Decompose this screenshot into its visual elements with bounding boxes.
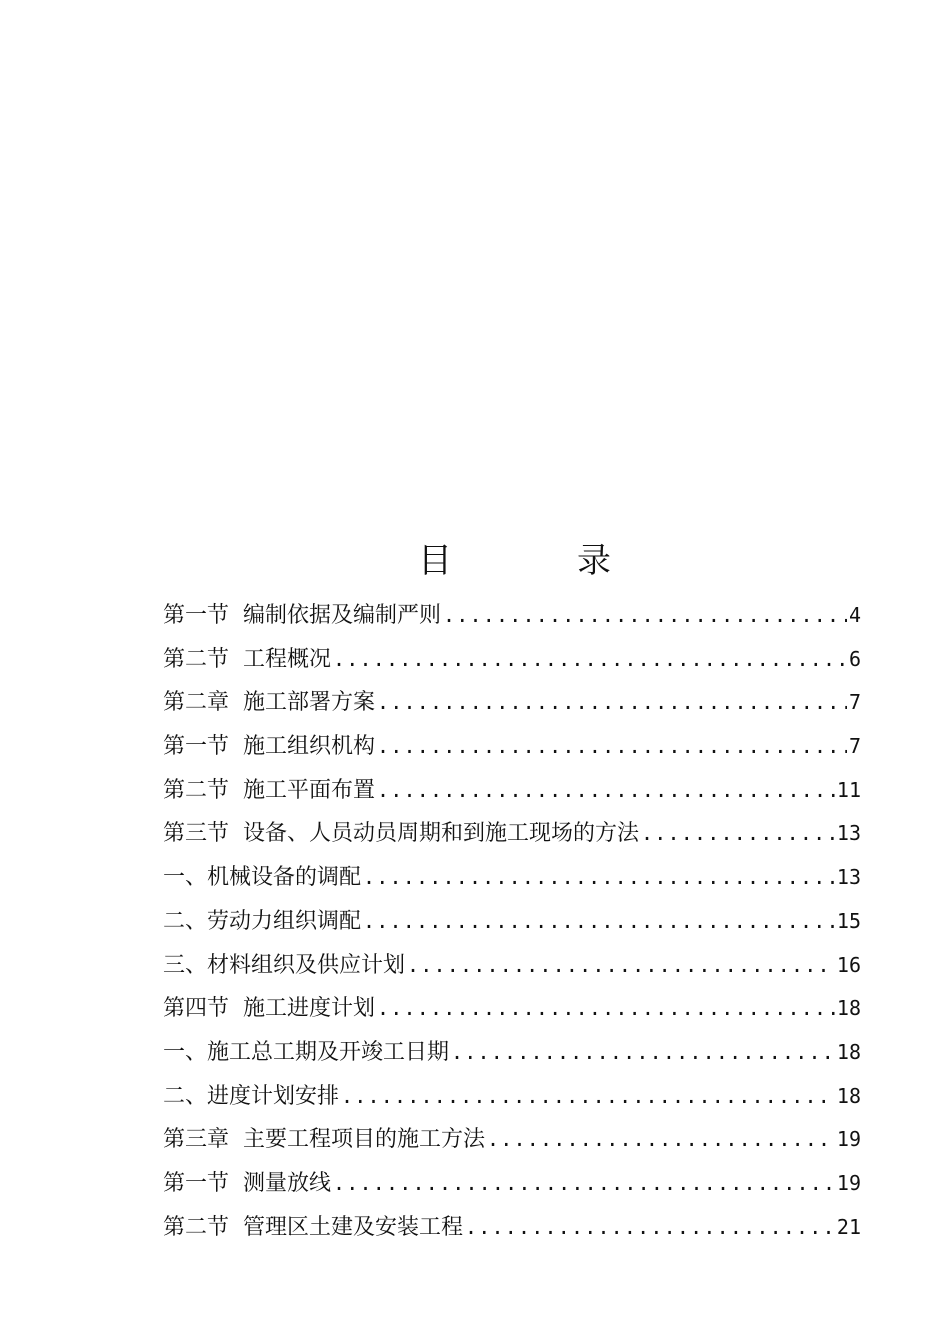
- toc-entry[interactable]: [163, 638, 861, 682]
- toc-entry[interactable]: [163, 1162, 861, 1206]
- toc-entry-prefix: 第二章: [163, 690, 230, 716]
- toc-dot-leader: [341, 1075, 835, 1119]
- toc-entry-label: [163, 812, 639, 856]
- toc-entry[interactable]: [163, 812, 861, 856]
- toc-entry-label: [163, 1031, 449, 1075]
- toc-entry[interactable]: [163, 681, 861, 725]
- toc-entry-label: [163, 900, 361, 944]
- toc-dot-leader: [363, 856, 835, 900]
- toc-page-number: 7: [848, 690, 861, 715]
- toc-entry-label: [163, 594, 441, 638]
- toc-page-number: 19: [836, 1127, 861, 1152]
- toc-entry-label: [163, 1118, 485, 1162]
- toc-dot-leader: [377, 987, 835, 1031]
- toc-entry-label: [163, 681, 375, 725]
- toc-heading: [0, 536, 950, 586]
- toc-page-number: 7: [848, 734, 861, 759]
- toc-entry[interactable]: [163, 944, 861, 988]
- toc-page-number: 18: [836, 996, 861, 1021]
- toc-entry-title: 三、材料组织及供应计划: [163, 952, 406, 978]
- toc-entry[interactable]: [163, 725, 861, 769]
- toc-dot-leader: [487, 1118, 835, 1162]
- toc-entry-label: [163, 944, 405, 988]
- toc-entry[interactable]: [163, 1206, 861, 1250]
- toc-entry-label: [163, 856, 361, 900]
- toc-entry-prefix: 第二节: [163, 646, 230, 672]
- toc-entry-prefix: 第三章: [163, 1127, 230, 1153]
- toc-entry-title: 主要工程项目的施工方法: [243, 1127, 486, 1153]
- toc-page-number: 21: [836, 1214, 861, 1239]
- toc-page-number: 18: [836, 1039, 861, 1064]
- toc-page-number: 18: [836, 1083, 861, 1108]
- toc-heading-char-2: 录: [577, 541, 611, 581]
- toc-entry-title: 施工平面布置: [243, 777, 376, 803]
- toc-dot-leader: [377, 681, 847, 725]
- toc-entry-label: [163, 1162, 331, 1206]
- toc-entry[interactable]: [163, 769, 861, 813]
- toc-entry-title: 测量放线: [243, 1170, 332, 1196]
- toc-dot-leader: [377, 725, 847, 769]
- toc-page-number: 16: [836, 952, 861, 977]
- toc-entry[interactable]: [163, 987, 861, 1031]
- toc-dot-leader: [377, 769, 835, 813]
- toc-dot-leader: [363, 900, 835, 944]
- toc-entry-title: 施工进度计划: [243, 996, 376, 1022]
- toc-entry[interactable]: [163, 1075, 861, 1119]
- toc-entry-title: 施工组织机构: [243, 734, 376, 760]
- toc-entry[interactable]: [163, 594, 861, 638]
- toc-dot-leader: [451, 1031, 835, 1075]
- toc-entry[interactable]: [163, 1118, 861, 1162]
- toc-page-number: 13: [836, 821, 861, 846]
- toc-entry-prefix: 第二节: [163, 777, 230, 803]
- toc-page-number: 13: [836, 865, 861, 890]
- toc-entry-title: 二、劳动力组织调配: [163, 908, 362, 934]
- toc-entry-title: 施工部署方案: [243, 690, 376, 716]
- toc-page-number: 19: [836, 1170, 861, 1195]
- toc-entry-label: [163, 987, 375, 1031]
- toc-entry-prefix: 第四节: [163, 996, 230, 1022]
- toc-entry[interactable]: [163, 900, 861, 944]
- toc-entry-title: 一、机械设备的调配: [163, 865, 362, 891]
- toc-page-number: 6: [848, 646, 861, 671]
- toc-entry-prefix: 第一节: [163, 734, 230, 760]
- table-of-contents: [163, 594, 861, 1249]
- toc-entry-label: [163, 1206, 463, 1250]
- toc-entry-title: 一、施工总工期及开竣工日期: [163, 1039, 450, 1065]
- toc-heading-char-1: 目: [418, 541, 452, 581]
- toc-entry[interactable]: [163, 1031, 861, 1075]
- toc-entry-title: 管理区土建及安装工程: [243, 1214, 464, 1240]
- toc-entry-title: 设备、人员动员周期和到施工现场的方法: [243, 821, 640, 847]
- toc-dot-leader: [641, 812, 835, 856]
- toc-dot-leader: [407, 944, 835, 988]
- toc-dot-leader: [443, 594, 847, 638]
- toc-entry-prefix: 第二节: [163, 1214, 230, 1240]
- toc-entry-label: [163, 638, 331, 682]
- toc-entry-label: [163, 769, 375, 813]
- toc-entry-title: 编制依据及编制严则: [243, 603, 442, 628]
- toc-entry-label: [163, 725, 375, 769]
- toc-entry-title: 工程概况: [243, 646, 332, 672]
- toc-entry-label: [163, 1075, 339, 1119]
- toc-page-number: 15: [836, 908, 861, 933]
- toc-page-number: 11: [836, 777, 861, 802]
- toc-entry[interactable]: [163, 856, 861, 900]
- toc-page-number: 4: [848, 603, 861, 627]
- toc-dot-leader: [333, 638, 847, 682]
- toc-entry-prefix: 第三节: [163, 821, 230, 847]
- toc-dot-leader: [333, 1162, 835, 1206]
- toc-dot-leader: [465, 1206, 835, 1250]
- toc-entry-prefix: 第一节: [163, 1170, 230, 1196]
- toc-entry-prefix: 第一节: [163, 603, 230, 628]
- toc-entry-title: 二、进度计划安排: [163, 1083, 340, 1109]
